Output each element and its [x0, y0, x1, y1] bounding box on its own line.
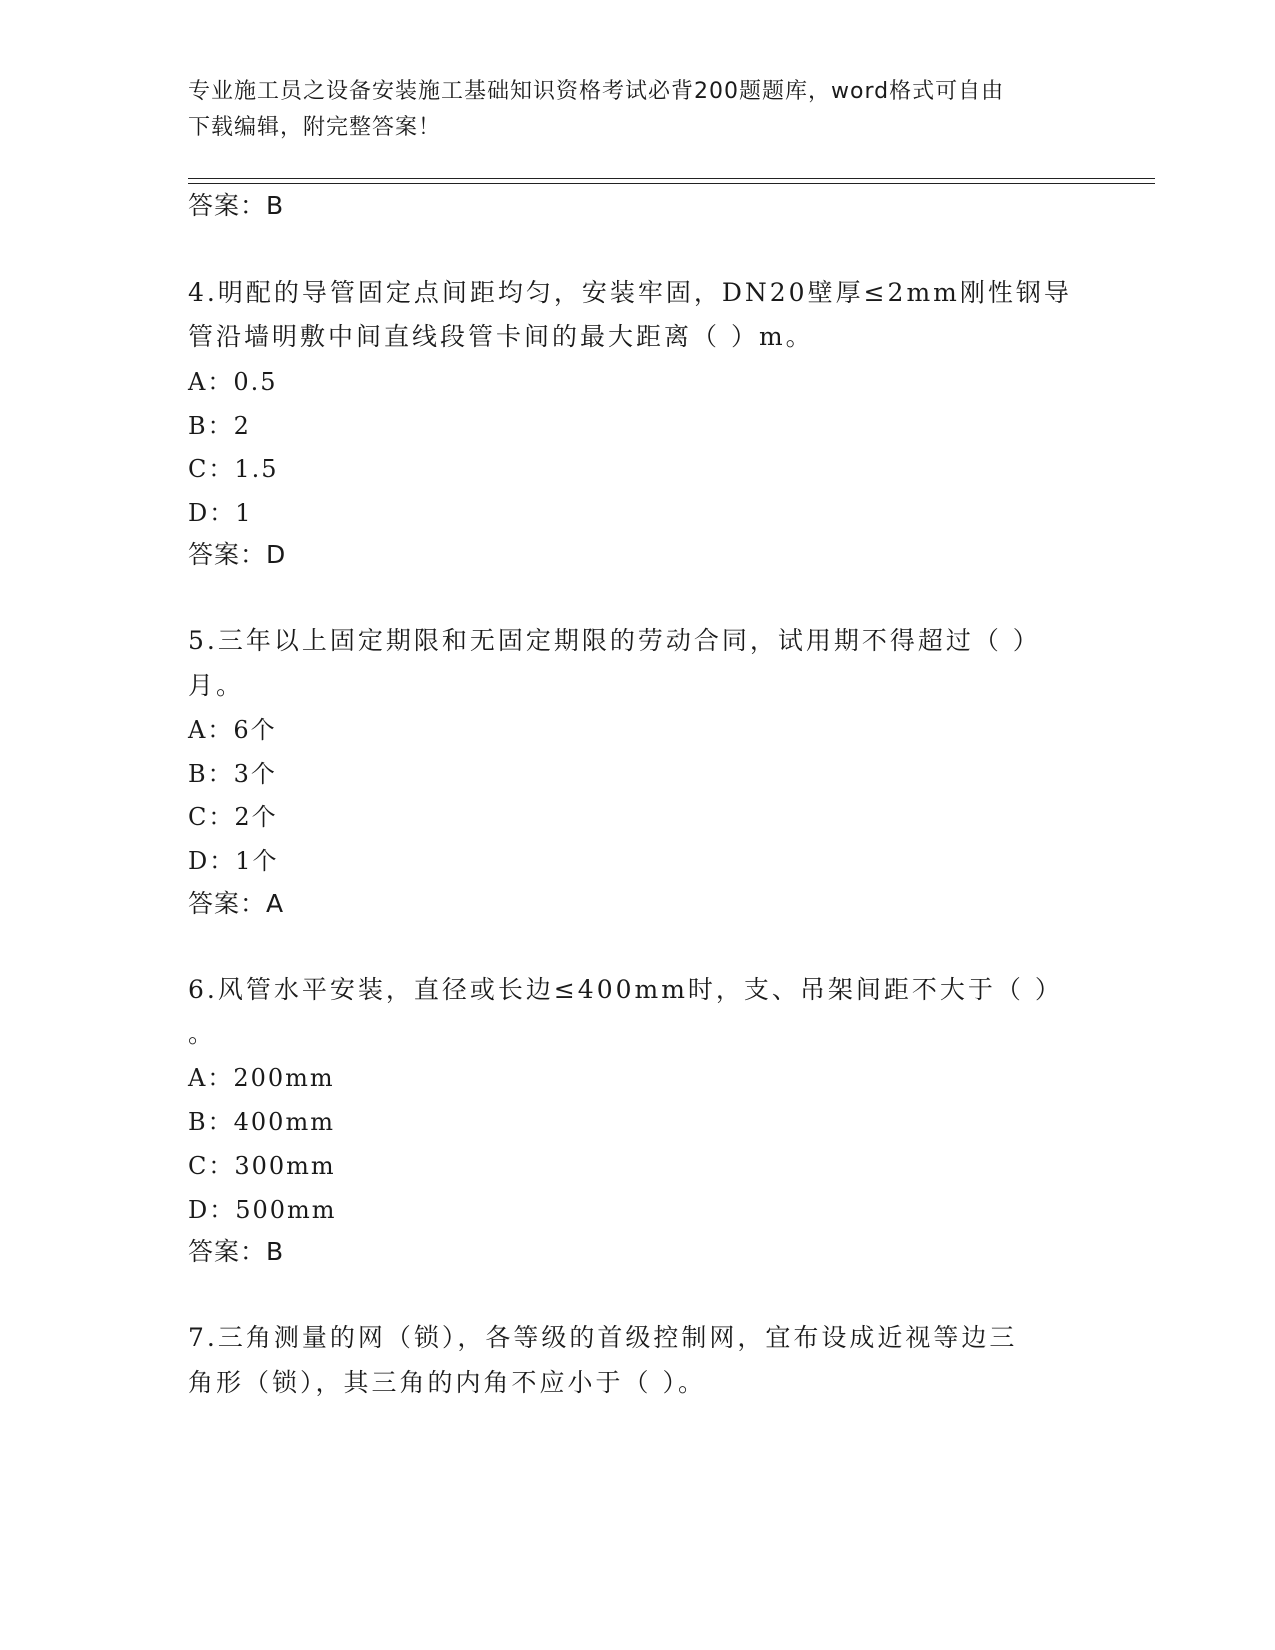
question-6-option-d: D：500mm — [188, 1196, 337, 1224]
question-4-option-d: D：1 — [188, 499, 253, 527]
question-6-text-line-2: 。 — [188, 1019, 217, 1048]
question-7-text-line-1: 7.三角测量的网（锁），各等级的首级控制网，宜布设成近视等边三 — [188, 1323, 1018, 1352]
question-6-option-c: C：300mm — [188, 1152, 336, 1180]
question-5-option-b: B：3个 — [188, 760, 277, 788]
question-4-option-c: C：1.5 — [188, 455, 279, 483]
answer-q4: 答案：D — [188, 540, 287, 569]
question-4-text-line-2: 管沿墙明敷中间直线段管卡间的最大距离（ ）m。 — [188, 322, 814, 351]
header-divider-bottom — [188, 183, 1155, 184]
answer-q3: 答案：B — [188, 191, 285, 220]
answer-q5: 答案：A — [188, 889, 285, 918]
question-5-option-d: D：1个 — [188, 847, 279, 875]
question-6-text-line-1: 6.风管水平安装，直径或长边≤400mm时，支、吊架间距不大于（ ） — [188, 975, 1063, 1004]
question-5-text-line-2: 月。 — [188, 671, 245, 700]
question-4-text-line-1: 4.明配的导管固定点间距均匀，安装牢固，DN20壁厚≤2mm刚性钢导 — [188, 278, 1072, 307]
document-header — [188, 74, 1068, 146]
question-6-option-a: A：200mm — [188, 1064, 335, 1092]
question-7-text-line-2: 角形（锁），其三角的内角不应小于（ ）。 — [188, 1368, 706, 1397]
question-4-option-b: B：2 — [188, 412, 251, 440]
header-title-line-2: 下载编辑，附完整答案！ — [188, 115, 442, 140]
question-5-option-a: A：6个 — [188, 716, 277, 744]
question-5-text-line-1: 5.三年以上固定期限和无固定期限的劳动合同，试用期不得超过（ ） — [188, 626, 1041, 655]
header-divider-top — [188, 178, 1155, 179]
question-6-option-b: B：400mm — [188, 1108, 335, 1136]
answer-q6: 答案：B — [188, 1237, 285, 1266]
question-5-option-c: C：2个 — [188, 803, 278, 831]
question-4-option-a: A：0.5 — [188, 368, 278, 396]
header-title-line-1: 专业施工员之设备安装施工基础知识资格考试必背200题题库，word格式可自由 — [188, 79, 1005, 104]
